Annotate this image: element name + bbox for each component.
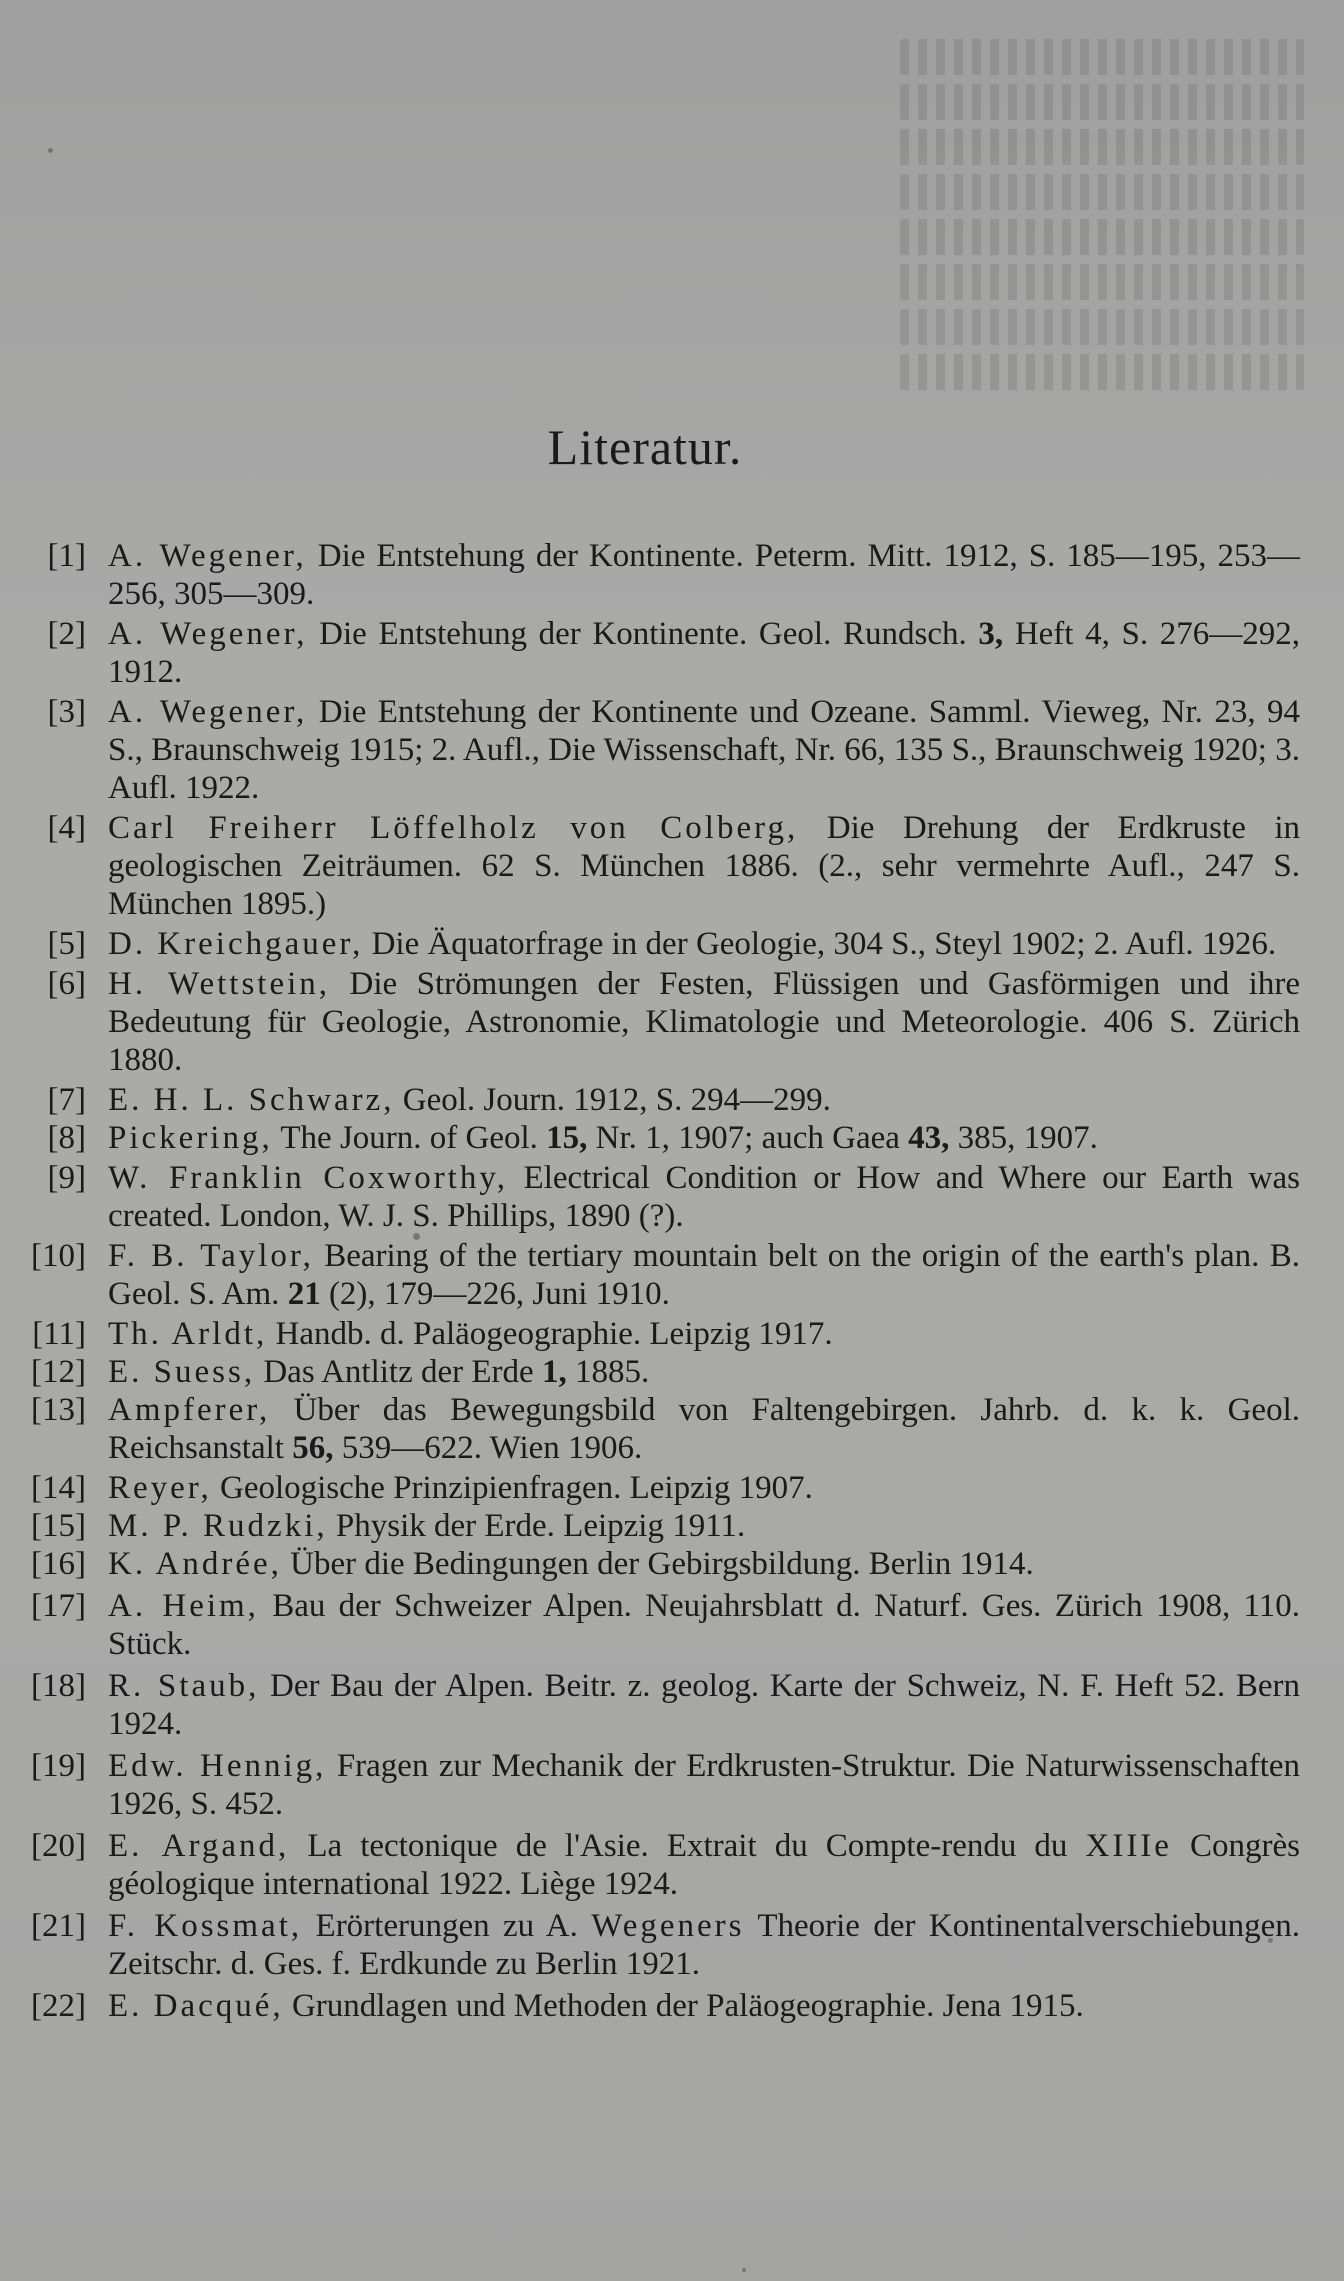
reference-item: [0, 1391, 1344, 1467]
reference-text: 385, 1907.: [957, 1120, 1098, 1156]
reference-text: Die Strömungen der Festen, Flüssigen und Gasförmigen und ihre Bedeutung für Geologie, Astronomie, Klimatologie und Meteorologie. 406 S. Zürich 1880.: [108, 966, 1300, 1078]
reference-text: Electrical Condition or How and Where our Earth was created. London, W. J. S. Phillips, 1890 (?).: [108, 1160, 1300, 1234]
reference-item: [0, 1907, 1344, 1983]
reference-number: [11]: [32, 1316, 86, 1352]
reference-text: 539—622. Wien 1906.: [341, 1430, 643, 1466]
reference-text: Heft 4, S. 276—292, 1912.: [108, 616, 1301, 690]
reference-author: Th. Arldt,: [108, 1316, 268, 1352]
reference-author: E. H. L. Schwarz,: [108, 1082, 395, 1118]
reference-text: Erörterungen zu A.: [315, 1908, 578, 1944]
reference-text: Die Entstehung der Kontinente und Ozeane. Samml. Vieweg, Nr. 23, 94 S., Braunschweig 1915; 2. Aufl., Die Wissenschaft, Nr. 66, 135 S., Braunschweig 1920; 3. Aufl. 1922.: [108, 694, 1301, 806]
reference-item: [0, 693, 1344, 807]
reference-number: [14]: [31, 1470, 86, 1506]
reference-text: Fragen zur Mechanik der Erdkrusten-Struktur. Die Naturwissenschaften 1926, S. 452.: [108, 1748, 1301, 1822]
reference-text: Über das Bewegungsbild von Faltengebirgen. Jahrb. d. k. k. Geol. Reichsanstalt: [108, 1392, 1300, 1466]
reference-number: [1]: [47, 538, 86, 574]
reference-text: La tectonique de l'Asie. Extrait du Compte-rendu du: [307, 1828, 1068, 1864]
reference-item: [0, 925, 1344, 963]
reference-author: F. Kossmat,: [108, 1908, 303, 1944]
spaced-name: Wegeners: [591, 1908, 745, 1944]
reference-author: E. Argand,: [108, 1828, 290, 1864]
reference-number: [15]: [31, 1508, 86, 1544]
reference-item: [0, 1119, 1344, 1157]
reference-author: M. P. Rudzki,: [108, 1508, 328, 1544]
reference-number: [3]: [47, 694, 86, 730]
reference-text: Über die Bedingungen der Gebirgsbildung. Berlin 1914.: [290, 1546, 1034, 1582]
reference-number: [4]: [47, 810, 86, 846]
volume-number: 56,: [292, 1430, 334, 1466]
reference-item: [0, 1545, 1344, 1583]
reference-item: [0, 1469, 1344, 1507]
congress-number: XIIIe: [1085, 1828, 1172, 1864]
reference-item: [0, 1587, 1344, 1663]
reference-number: [16]: [31, 1546, 86, 1582]
reference-text: Die Äquatorfrage in der Geologie, 304 S., Steyl 1902; 2. Aufl. 1926.: [371, 926, 1277, 962]
reference-number: [13]: [31, 1392, 86, 1428]
reference-author: A. Wegener,: [108, 694, 308, 730]
reference-item: [0, 1827, 1344, 1903]
reference-text: Das Antlitz der Erde: [263, 1354, 534, 1390]
show-through-text: [0, 30, 1344, 450]
reference-author: F. B. Taylor,: [108, 1238, 314, 1274]
reference-text: The Journ. of Geol.: [280, 1120, 538, 1156]
volume-number: 3,: [978, 616, 1004, 652]
reference-author: K. Andrée,: [108, 1546, 282, 1582]
reference-number: [21]: [31, 1908, 86, 1944]
reference-text: Die Entstehung der Kontinente. Geol. Rundsch.: [319, 616, 967, 652]
reference-text: Theorie der Kontinentalverschiebungen. Zeitschr. d. Ges. f. Erdkunde zu Berlin 1921.: [108, 1908, 1301, 1982]
volume-number: 21: [287, 1276, 321, 1312]
reference-text: Die Drehung der Erdkruste in geologischen Zeiträumen. 62 S. München 1886. (2., sehr vermehrte Aufl., 247 S. München 1895.): [108, 810, 1301, 922]
reference-author: R. Staub,: [108, 1668, 260, 1704]
reference-number: [10]: [31, 1238, 86, 1274]
reference-text: 1885.: [574, 1354, 650, 1390]
reference-author: Ampferer,: [108, 1392, 271, 1428]
reference-item: [0, 1507, 1344, 1545]
reference-text: Handb. d. Paläogeographie. Leipzig 1917.: [275, 1316, 833, 1352]
reference-item: [0, 1667, 1344, 1743]
reference-item: [0, 615, 1344, 691]
reference-text: Bearing of the tertiary mountain belt on the origin of the earth's plan. B. Geol. S. Am.: [108, 1238, 1301, 1312]
reference-number: [8]: [47, 1120, 86, 1156]
reference-item: [0, 1353, 1344, 1391]
reference-number: [9]: [47, 1160, 86, 1196]
reference-text: Physik der Erde. Leipzig 1911.: [335, 1508, 746, 1544]
reference-author: Reyer,: [108, 1470, 212, 1506]
reference-number: [7]: [47, 1082, 86, 1118]
reference-number: [12]: [31, 1354, 86, 1390]
reference-number: [5]: [47, 926, 86, 962]
page-title: Literatur.: [547, 419, 743, 475]
reference-item: [0, 1081, 1344, 1119]
reference-item: [0, 1315, 1344, 1353]
reference-number: [22]: [31, 1988, 86, 2024]
reference-author: Pickering,: [108, 1120, 273, 1156]
reference-text: Der Bau der Alpen. Beitr. z. geolog. Karte der Schweiz, N. F. Heft 52. Bern 1924.: [108, 1668, 1300, 1742]
volume-number: 43,: [908, 1120, 950, 1156]
reference-text: Die Entstehung der Kontinente. Peterm. Mitt. 1912, S. 185—195, 253—256, 305—309.: [108, 538, 1300, 612]
reference-item: [0, 537, 1344, 613]
reference-author: Carl Freiherr Löffelholz von Colberg,: [108, 810, 799, 846]
reference-number: [17]: [31, 1588, 86, 1624]
volume-number: 15,: [546, 1120, 588, 1156]
reference-author: D. Kreichgauer,: [108, 926, 364, 962]
reference-text: Nr. 1, 1907; auch Gaea: [595, 1120, 900, 1156]
reference-author: E. Dacqué,: [108, 1988, 284, 2024]
reference-item: [0, 809, 1344, 923]
reference-number: [19]: [31, 1748, 86, 1784]
reference-number: [6]: [47, 966, 86, 1002]
reference-item: [0, 1987, 1344, 2025]
volume-number: 1,: [541, 1354, 567, 1390]
reference-number: [18]: [31, 1668, 86, 1704]
paper-speck: [742, 2268, 746, 2272]
reference-author: Edw. Hennig,: [108, 1748, 327, 1784]
reference-text: Congrès géologique international 1922. Liège 1924.: [108, 1828, 1301, 1902]
reference-author: W. Franklin Coxworthy,: [108, 1160, 508, 1196]
reference-number: [20]: [31, 1828, 86, 1864]
reference-author: A. Wegener,: [108, 616, 308, 652]
reference-author: A. Heim,: [108, 1588, 259, 1624]
reference-item: [0, 1159, 1344, 1235]
reference-item: [0, 965, 1344, 1079]
reference-item: [0, 1747, 1344, 1823]
reference-author: E. Suess,: [108, 1354, 256, 1390]
paper-speck: [48, 148, 53, 153]
reference-text: Bau der Schweizer Alpen. Neujahrsblatt d. Naturf. Ges. Zürich 1908, 110. Stück.: [108, 1588, 1301, 1662]
reference-text: Geologische Prinzipienfragen. Leipzig 1907.: [219, 1470, 813, 1506]
reference-number: [2]: [47, 616, 86, 652]
reference-text: Grundlagen und Methoden der Paläogeographie. Jena 1915.: [291, 1988, 1084, 2024]
reference-text: (2), 179—226, Juni 1910.: [328, 1276, 670, 1312]
reference-author: A. Wegener,: [108, 538, 307, 574]
reference-author: H. Wettstein,: [108, 966, 331, 1002]
reference-text: Geol. Journ. 1912, S. 294—299.: [402, 1082, 831, 1118]
reference-list: [0, 537, 1344, 2024]
reference-item: [0, 1237, 1344, 1313]
